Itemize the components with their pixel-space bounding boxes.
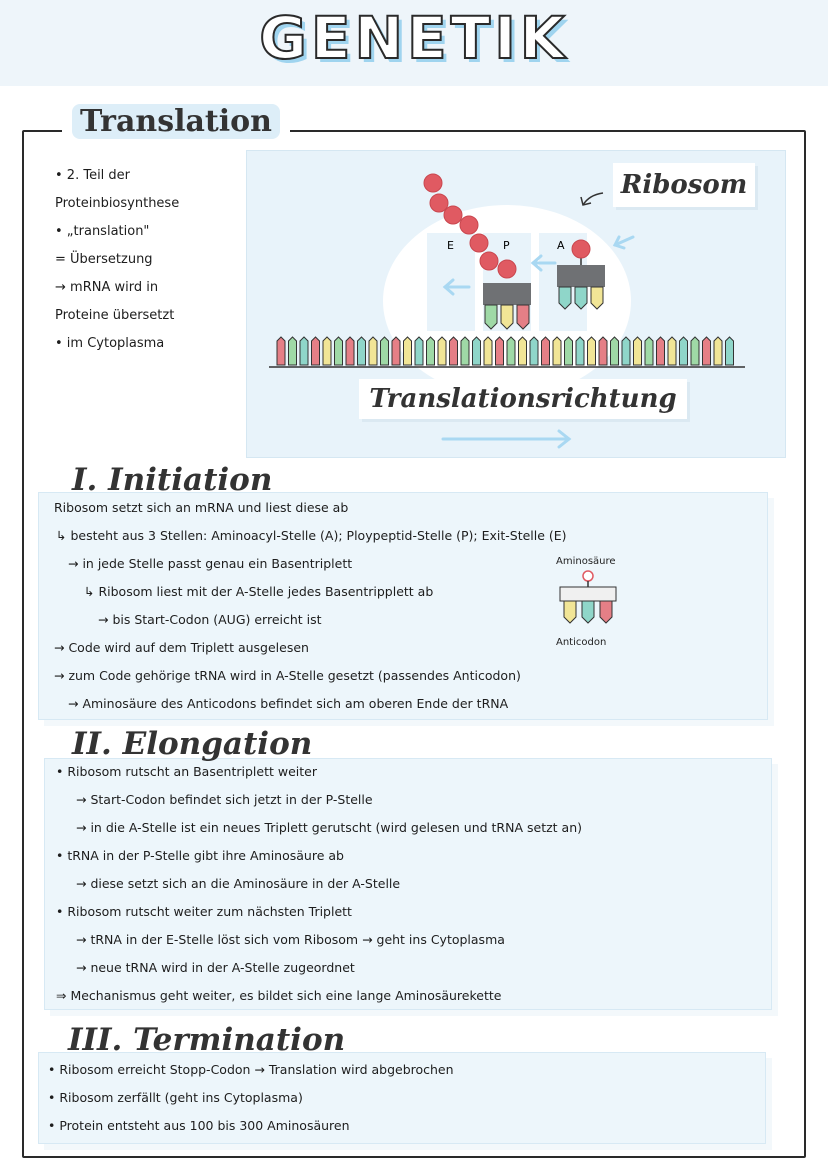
elongation-line: → neue tRNA wird in der A-Stelle zugeordnet bbox=[76, 960, 355, 975]
mrna-base bbox=[300, 337, 308, 365]
trna-aminosaeure-label: Aminosäure bbox=[556, 556, 616, 567]
termination-notes bbox=[48, 1056, 454, 1140]
mrna-base bbox=[496, 337, 504, 365]
initiation-line: ↳ besteht aus 3 Stellen: Aminoacyl-Stelle (A); Ploypeptid-Stelle (P); Exit-Stelle (E) bbox=[56, 528, 567, 543]
ribosom-pointer-arrow bbox=[583, 193, 603, 205]
initiation-line: → bis Start-Codon (AUG) erreicht ist bbox=[98, 612, 322, 627]
translation-title-text: Translation bbox=[72, 104, 280, 139]
termination-line: • Ribosom zerfällt (geht ins Cytoplasma) bbox=[48, 1090, 303, 1105]
mrna-base bbox=[622, 337, 630, 365]
mrna-base bbox=[312, 337, 320, 365]
mrna-base bbox=[473, 337, 481, 365]
mrna-base bbox=[358, 337, 366, 365]
elongation-notes bbox=[56, 758, 582, 1010]
ribosome-diagram bbox=[246, 150, 786, 458]
note-line: Proteinbiosynthese bbox=[55, 196, 180, 211]
page-title: GENETIK bbox=[259, 4, 569, 72]
note-line: = Übersetzung bbox=[55, 252, 153, 267]
initiation-title: I. Initiation bbox=[72, 462, 273, 498]
mrna-base bbox=[657, 337, 665, 365]
site-e-label: E bbox=[447, 239, 454, 252]
note-line: • „translation" bbox=[55, 224, 150, 239]
trna-diagram bbox=[556, 570, 620, 634]
initiation-line: → Code wird auf dem Triplett ausgelesen bbox=[54, 640, 309, 655]
mrna-base bbox=[427, 337, 435, 365]
mrna-base bbox=[289, 337, 297, 365]
mrna-base bbox=[691, 337, 699, 365]
mrna-base bbox=[346, 337, 354, 365]
site-a-label: A bbox=[557, 239, 565, 252]
elongation-line: • tRNA in der P-Stelle gibt ihre Aminosäure ab bbox=[56, 848, 344, 863]
mrna-base bbox=[680, 337, 688, 365]
mrna-base bbox=[369, 337, 377, 365]
direction-arrow bbox=[443, 431, 569, 447]
termination-line: • Ribosom erreicht Stopp-Codon → Translation wird abgebrochen bbox=[48, 1062, 454, 1077]
mrna-base bbox=[404, 337, 412, 365]
direction-label: Translationsrichtung bbox=[359, 379, 687, 419]
translation-title bbox=[62, 104, 290, 139]
mrna-base bbox=[714, 337, 722, 365]
mrna-base bbox=[599, 337, 607, 365]
mrna-base bbox=[392, 337, 400, 365]
elongation-line: • Ribosom rutscht weiter zum nächsten Triplett bbox=[56, 904, 352, 919]
mrna-base bbox=[542, 337, 550, 365]
elongation-line: → diese setzt sich an die Aminosäure in der A-Stelle bbox=[76, 876, 401, 891]
elongation-line: → Start-Codon befindet sich jetzt in der P-Stelle bbox=[76, 792, 373, 807]
trna-anticodon-label: Anticodon bbox=[556, 637, 607, 648]
mrna-base bbox=[553, 337, 561, 365]
translation-notes bbox=[55, 162, 179, 358]
elongation-line: • Ribosom rutscht an Basentriplett weiter bbox=[56, 764, 317, 779]
mrna-base bbox=[335, 337, 343, 365]
note-line: • im Cytoplasma bbox=[55, 336, 165, 351]
mrna-base bbox=[323, 337, 331, 365]
elongation-line: → tRNA in der E-Stelle löst sich vom Ribosom → geht ins Cytoplasma bbox=[76, 932, 505, 947]
mrna-base bbox=[519, 337, 527, 365]
initiation-line: Ribosom setzt sich an mRNA und liest diese ab bbox=[54, 500, 349, 515]
note-line: Proteine übersetzt bbox=[55, 308, 175, 323]
mrna-base bbox=[726, 337, 734, 365]
elongation-line: → in die A-Stelle ist ein neues Triplett gerutscht (wird gelesen und tRNA setzt an) bbox=[76, 820, 582, 835]
mrna-base bbox=[530, 337, 538, 365]
trna-p-site bbox=[483, 283, 531, 329]
mrna-base bbox=[415, 337, 423, 365]
mrna-base bbox=[461, 337, 469, 365]
initiation-line: ↳ Ribosom liest mit der A-Stelle jedes Basentripplett ab bbox=[84, 584, 434, 599]
mrna-base bbox=[438, 337, 446, 365]
mrna-base bbox=[484, 337, 492, 365]
note-line: → mRNA wird in bbox=[55, 280, 159, 295]
mrna-base bbox=[576, 337, 584, 365]
mrna-base bbox=[381, 337, 389, 365]
termination-title: III. Termination bbox=[68, 1022, 346, 1058]
mrna-base bbox=[703, 337, 711, 365]
mrna-base bbox=[565, 337, 573, 365]
site-p-label: P bbox=[503, 239, 510, 252]
elongation-line: ⇒ Mechanismus geht weiter, es bildet sich eine lange Aminosäurekette bbox=[56, 988, 502, 1003]
elongation-title: II. Elongation bbox=[72, 726, 313, 762]
termination-line: • Protein entsteht aus 100 bis 300 Aminosäuren bbox=[48, 1118, 350, 1133]
mrna-base bbox=[588, 337, 596, 365]
mrna-base bbox=[277, 337, 285, 365]
mrna-base bbox=[611, 337, 619, 365]
initiation-notes bbox=[54, 494, 567, 718]
note-line: • 2. Teil der bbox=[55, 168, 131, 183]
initiation-line: → in jede Stelle passt genau ein Basentriplett bbox=[68, 556, 353, 571]
mrna-base bbox=[507, 337, 515, 365]
mrna-base bbox=[450, 337, 458, 365]
mrna-base bbox=[634, 337, 642, 365]
ribosom-label: Ribosom bbox=[613, 163, 755, 207]
initiation-line: → Aminosäure des Anticodons befindet sich am oberen Ende der tRNA bbox=[68, 696, 509, 711]
initiation-line: → zum Code gehörige tRNA wird in A-Stelle gesetzt (passendes Anticodon) bbox=[54, 668, 521, 683]
mrna-base bbox=[668, 337, 676, 365]
mrna-base bbox=[645, 337, 653, 365]
